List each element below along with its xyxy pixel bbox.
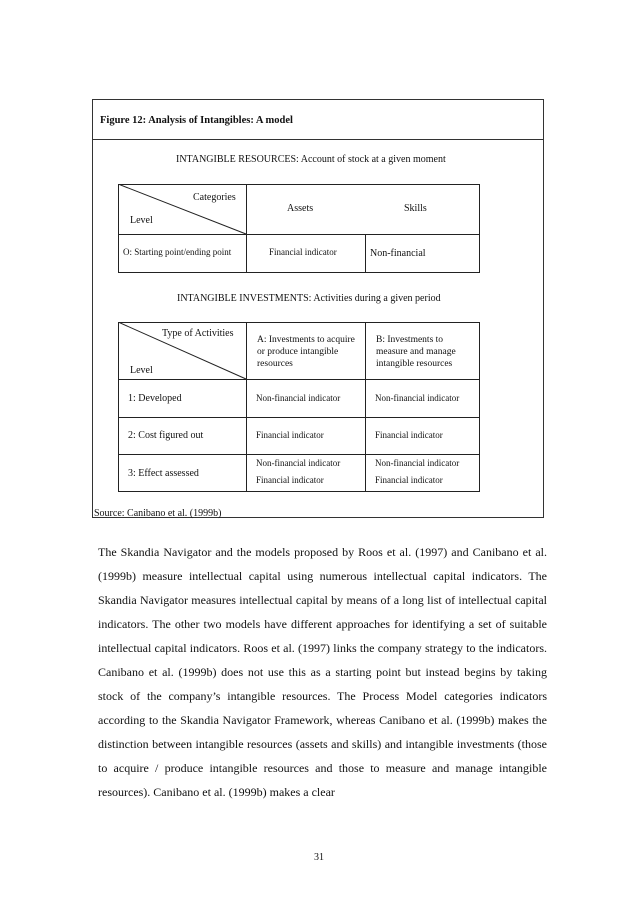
figure-title: Figure 12: Analysis of Intangibles: A model: [100, 115, 293, 126]
figure-source: Source: Canibano et al. (1999b): [94, 508, 222, 519]
resources-row-assets: Financial indicator: [269, 247, 337, 257]
investments-row-a: Non-financial indicator: [256, 458, 341, 468]
investments-table-rule: [118, 454, 480, 455]
investments-col-b: B: Investments to measure and manage intangible resources: [376, 335, 456, 369]
investments-table-col-divider: [365, 322, 366, 492]
investments-row-label: 3: Effect assessed: [128, 468, 199, 479]
investments-row-b: Non-financial indicator: [375, 458, 460, 468]
resources-row-skills-clip: [370, 247, 478, 268]
page-number: 31: [314, 852, 324, 863]
resources-col-assets: Assets: [287, 203, 314, 214]
resources-col-skills: Skills: [404, 203, 427, 214]
investments-col-a: A: Investments to acquire or produce intangible resources: [257, 335, 355, 369]
paragraph-text: The Skandia Navigator and the models proposed by Roos et al. (1997) and Canibano et al. (1999b) measure intellectual capital using numerous intellectual capital indicators. The Skandia Navigator measures intellectual capital by means of a long list of intellectual capital indicators. The other two models have different approaches for identifying a set of suitable intellectual capital indicators. Roos et al. (1997) links the company strategy to the indicators. Canibano et al. (1999b) does not use this as a starting point but instead begins by taking stock of the company’s intangible resources. The Process Model categories indicators according to the Skandia Navigator Framework, whereas Canibano et al. (1999b) makes the distinction between intangible resources (assets and skills) and intangible investments (those to acquire / produce intangible resources and those to measure and manage intangible resources). Canibano et al. (1999b) makes a clear: [98, 545, 547, 799]
investments-corner-level: Level: [130, 365, 153, 376]
investments-heading: INTANGIBLE INVESTMENTS: Activities during a given period: [177, 293, 441, 304]
figure-title-divider: [92, 139, 544, 140]
investments-row-label: 1: Developed: [128, 393, 182, 404]
investments-table-rule: [118, 417, 480, 418]
investments-row-b: Non-financial indicator: [375, 393, 460, 403]
investments-row-a: Non-financial indicator: [256, 393, 341, 403]
investments-row-label: 2: Cost figured out: [128, 430, 204, 441]
investments-row-b: Financial indicator: [375, 475, 443, 485]
investments-row-a: Financial indicator: [256, 430, 324, 440]
resources-corner-level: Level: [130, 215, 153, 226]
body-paragraph: [98, 540, 547, 804]
investments-corner-type: Type of Activities: [162, 328, 234, 339]
resources-row-label: O: Starting point/ending point: [123, 247, 232, 257]
resources-row-skills: Non-financial: [370, 248, 426, 259]
investments-row-a: Financial indicator: [256, 475, 324, 485]
resources-heading: INTANGIBLE RESOURCES: Account of stock at a given moment: [176, 154, 446, 165]
resources-corner-categories: Categories: [193, 192, 236, 203]
resources-table-col-divider: [365, 234, 366, 273]
investments-row-b: Financial indicator: [375, 430, 443, 440]
